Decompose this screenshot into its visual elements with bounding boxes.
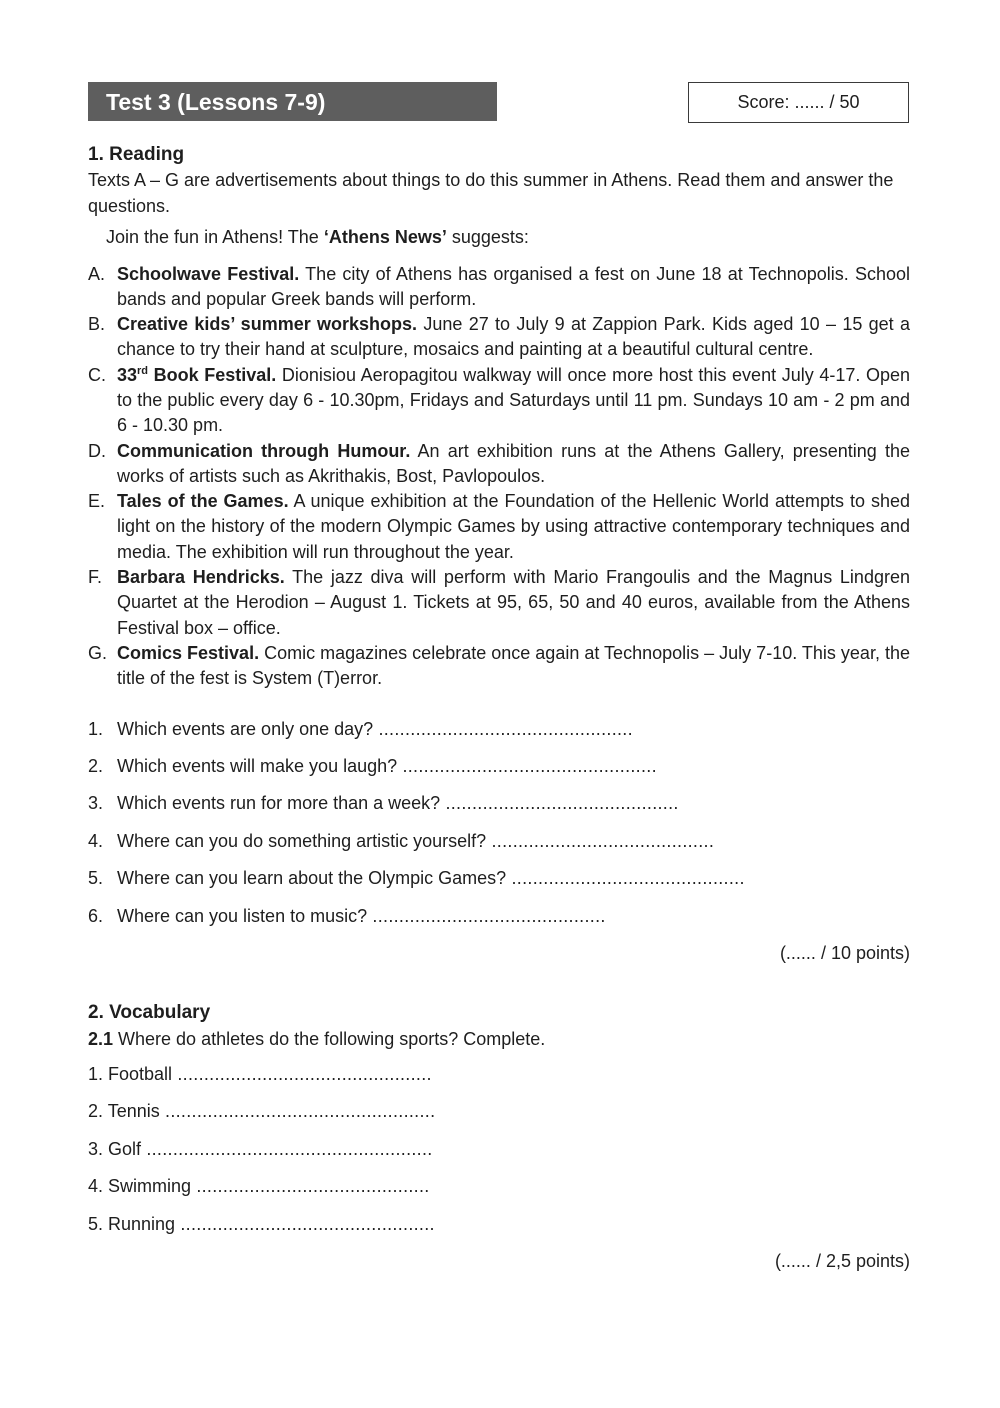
subsection-number: 2.1 <box>88 1028 114 1049</box>
reading-heading: 1. Reading <box>88 144 185 165</box>
answer-blank[interactable]: ............................................ <box>191 1176 430 1197</box>
vocabulary-points: (...... / 2,5 points) <box>774 1251 910 1272</box>
question-row <box>88 753 910 790</box>
question-text <box>117 903 606 940</box>
ad-text: The jazz diva will perform with Mario Frangoulis and the Magnus Lindgren Quartet at the Herodion – August 1. Tickets at 95, 65, 50 and 40 euros, available from the Athens Festival box – office. <box>117 567 910 638</box>
ad-text: Dionisiou Aeropagitou walkway will once more host this event July 4-17. Open to the public every day 6 - 10.30pm, Fridays and Saturdays until 11 pm. Sundays 10 am - 2 pm and 6 - 10.30 pm. <box>117 364 910 436</box>
question-row <box>88 828 910 865</box>
vocabulary-item <box>88 1098 910 1136</box>
subsection-text: Where do athletes do the following sports? Complete. <box>113 1028 546 1049</box>
question-number: 6. <box>88 905 104 926</box>
sport-label: 5. Running <box>88 1213 176 1234</box>
ad-body <box>117 363 910 439</box>
question-number: 2. <box>88 755 104 776</box>
answer-blank[interactable]: ................................................ <box>373 718 633 739</box>
test-title: Test 3 (Lessons 7-9) <box>88 82 497 121</box>
reading-intro <box>88 225 910 251</box>
question-number: 1. <box>88 718 104 739</box>
ad-body <box>117 439 910 490</box>
advertisement-list <box>88 262 910 692</box>
question-prompt: Which events are only one day? <box>117 718 374 739</box>
score-box: Score: ...... / 50 <box>688 82 909 123</box>
worksheet-content <box>88 142 910 1274</box>
answer-blank[interactable]: .......................................... <box>486 830 715 851</box>
ad-title: Barbara Hendricks. <box>117 567 285 588</box>
ad-title: Creative kids’ summer workshops. <box>117 314 418 335</box>
ad-title-superscript: rd <box>137 364 149 377</box>
ad-letter: B. <box>88 314 106 335</box>
sport-label: 4. Swimming <box>88 1176 192 1197</box>
question-row <box>88 903 910 940</box>
question-prompt: Which events run for more than a week? <box>117 793 441 814</box>
advertisement-b <box>88 312 910 363</box>
question-number: 3. <box>88 793 104 814</box>
intro-emphasis: ‘Athens News’ <box>323 227 447 247</box>
vocabulary-section <box>88 1000 910 1275</box>
ad-title <box>117 365 276 385</box>
advertisement-d <box>88 439 910 490</box>
question-text <box>117 865 745 902</box>
advertisement-c <box>88 363 910 439</box>
sport-label: 3. Golf <box>88 1138 142 1159</box>
question-prompt: Where can you listen to music? <box>117 905 368 926</box>
answer-blank[interactable]: ............................................ <box>367 905 606 926</box>
question-text <box>117 753 657 790</box>
advertisement-f <box>88 565 910 641</box>
ad-text: The city of Athens has organised a fest on June 18 at Technopolis. School bands and popular Greek bands will perform. <box>117 263 910 309</box>
ad-body <box>117 565 910 641</box>
ad-letter: D. <box>88 440 106 461</box>
advertisement-g <box>88 641 910 692</box>
vocabulary-instructions <box>88 1026 910 1052</box>
reading-questions <box>88 716 910 940</box>
ad-title-number: 33 <box>117 364 138 385</box>
ad-letter: E. <box>88 491 106 512</box>
answer-blank[interactable]: ................................................ <box>175 1213 435 1234</box>
ad-body <box>117 312 910 363</box>
question-row <box>88 790 910 827</box>
ad-title: Communication through Humour. <box>117 440 411 461</box>
advertisement-a <box>88 262 910 313</box>
ad-title: Schoolwave Festival. <box>117 263 300 284</box>
question-text <box>117 828 714 865</box>
vocabulary-heading: 2. Vocabulary <box>88 1001 211 1023</box>
answer-blank[interactable]: ............................................ <box>506 868 745 889</box>
intro-before: Join the fun in Athens! The <box>106 227 324 247</box>
ad-title: Tales of the Games. <box>117 491 289 512</box>
advertisement-e <box>88 489 910 565</box>
sport-label: 2. Tennis <box>88 1101 160 1122</box>
vocabulary-item <box>88 1211 910 1249</box>
question-prompt: Where can you do something artistic yourself? <box>117 830 487 851</box>
ad-text: An art exhibition runs at the Athens Gallery, presenting the works of artists such as Akrithakis, Bost, Pavlopoulos. <box>117 440 910 486</box>
question-text <box>117 790 679 827</box>
question-prompt: Which events will make you laugh? <box>117 755 398 776</box>
vocabulary-item <box>88 1173 910 1211</box>
answer-blank[interactable]: ............................................ <box>440 793 679 814</box>
question-row <box>88 865 910 902</box>
question-prompt: Where can you learn about the Olympic Games? <box>117 868 507 889</box>
intro-after: suggests: <box>446 227 529 247</box>
answer-blank[interactable]: ................................................ <box>172 1063 432 1084</box>
reading-points: (...... / 10 points) <box>779 942 910 963</box>
question-text <box>117 716 633 753</box>
vocabulary-item <box>88 1136 910 1174</box>
reading-instructions: Texts A – G are advertisements about things to do this summer in Athens. Read them and answer the questions. <box>88 170 894 216</box>
sport-label: 1. Football <box>88 1063 173 1084</box>
question-number: 5. <box>88 868 104 889</box>
answer-blank[interactable]: ................................................ <box>397 755 657 776</box>
ad-body <box>117 262 910 313</box>
ad-text: Comic magazines celebrate once again at Technopolis – July 7-10. This year, the title of the fest is System (T)error. <box>117 642 910 689</box>
ad-text: June 27 to July 9 at Zappion Park. Kids aged 10 – 15 get a chance to try their hand at sculpture, mosaics and painting at a beautiful cultural centre. <box>117 314 910 360</box>
ad-text: A unique exhibition at the Foundation of the Hellenic World attempts to shed light on the history of the modern Olympic Games by using attractive contemporary techniques and media. The exhibition will run throughout the year. <box>117 491 910 562</box>
ad-body <box>117 489 910 565</box>
ad-letter: F. <box>88 567 103 588</box>
vocabulary-item <box>88 1061 910 1099</box>
ad-body <box>117 641 910 692</box>
answer-blank[interactable]: ................................................... <box>159 1101 436 1122</box>
question-number: 4. <box>88 830 104 851</box>
ad-letter: A. <box>88 263 106 284</box>
answer-blank[interactable]: ...................................................... <box>141 1138 433 1159</box>
ad-title-rest: Book Festival. <box>148 364 277 385</box>
ad-title: Comics Festival. <box>117 642 260 663</box>
ad-letter: G. <box>88 642 108 663</box>
ad-letter: C. <box>88 364 106 385</box>
question-row <box>88 716 910 753</box>
